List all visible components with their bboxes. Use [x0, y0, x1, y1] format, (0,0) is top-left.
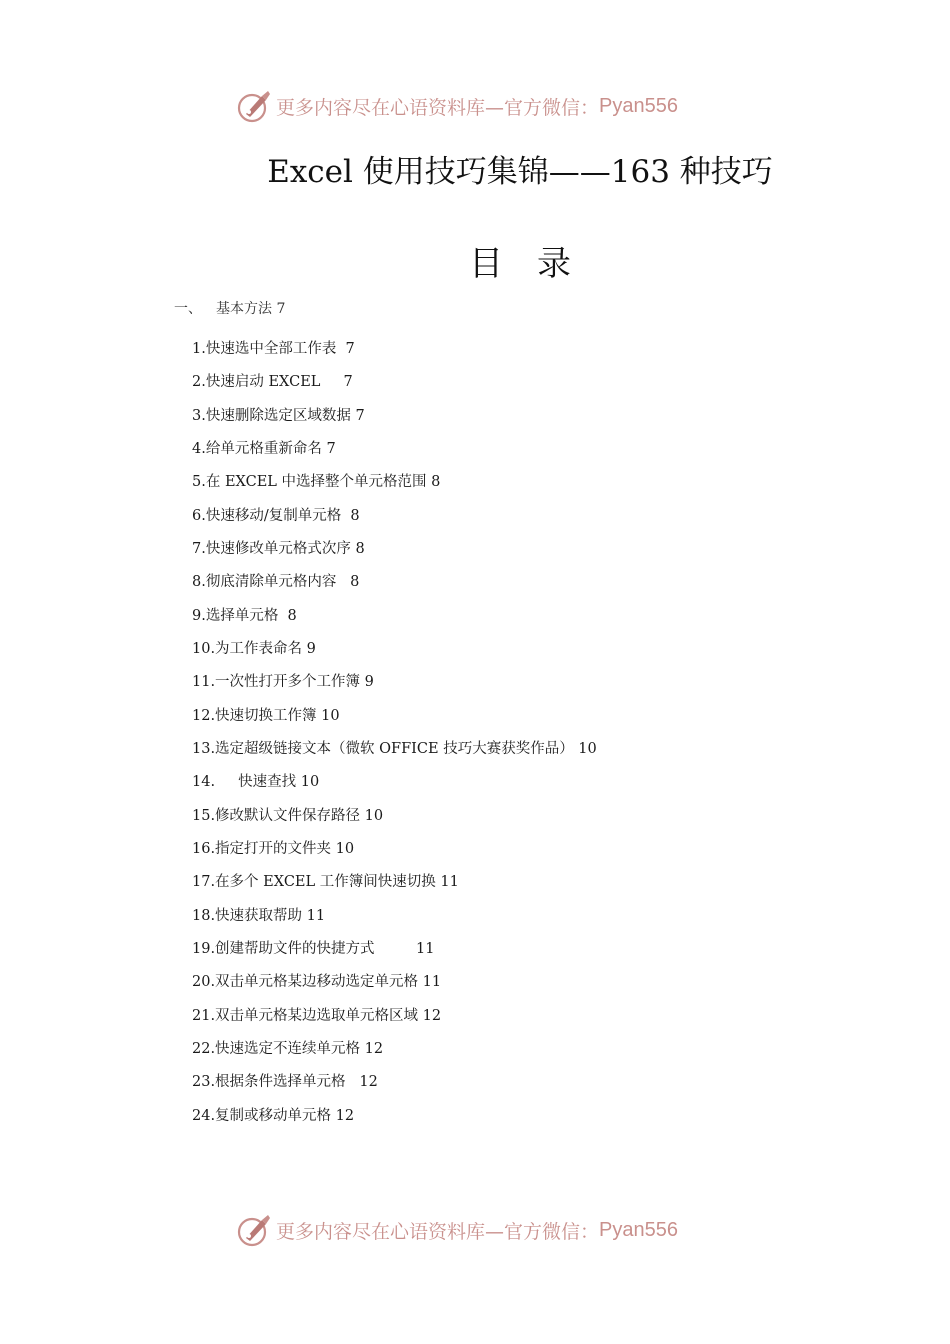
- toc-entry[interactable]: 7.快速修改单元格式次序 8: [192, 540, 365, 557]
- watermark-text: 更多内容尽在心语资料库—官方微信：: [276, 1220, 600, 1243]
- toc-entry[interactable]: 20.双击单元格某边移动选定单元格 11: [192, 974, 442, 991]
- toc-entry[interactable]: 22.快速选定不连续单元格 12: [192, 1040, 384, 1057]
- toc-list: [192, 338, 597, 1138]
- toc-heading: 目录: [469, 244, 605, 284]
- pen-logo-icon: [236, 1212, 272, 1248]
- watermark-handle: Pyan556: [599, 94, 678, 117]
- toc-entry[interactable]: 13.选定超级链接文本（微软 OFFICE 技巧大赛获奖作品） 10: [192, 740, 597, 757]
- toc-entry[interactable]: 18.快速获取帮助 11: [192, 907, 326, 924]
- toc-entry[interactable]: 6.快速移动/复制单元格 8: [192, 507, 360, 524]
- toc-entry[interactable]: 23.根据条件选择单元格 12: [192, 1074, 378, 1091]
- toc-section: [174, 298, 285, 318]
- section-number: 一、: [174, 301, 202, 317]
- toc-entry[interactable]: 8.彻底清除单元格内容 8: [192, 574, 360, 591]
- toc-entry[interactable]: 10.为工作表命名 9: [192, 640, 316, 657]
- document-title: Excel 使用技巧集锦——163 种技巧: [267, 154, 773, 190]
- toc-entry[interactable]: 24.复制或移动单元格 12: [192, 1107, 355, 1124]
- toc-entry[interactable]: 19.创建帮助文件的快捷方式 11: [192, 940, 435, 957]
- toc-entry[interactable]: 1.快速选中全部工作表 7: [192, 341, 355, 357]
- watermark-header: [236, 86, 678, 126]
- toc-entry[interactable]: 14. 快速查找 10: [192, 774, 320, 791]
- toc-entry[interactable]: 12.快速切换工作簿 10: [192, 707, 340, 724]
- toc-entry[interactable]: 5.在 EXCEL 中选择整个单元格范围 8: [192, 474, 441, 491]
- toc-entry[interactable]: 16.指定打开的文件夹 10: [192, 840, 355, 857]
- toc-entry[interactable]: 11.一次性打开多个工作簿 9: [192, 674, 374, 691]
- toc-entry[interactable]: 17.在多个 EXCEL 工作簿间快速切换 11: [192, 874, 459, 891]
- toc-entry[interactable]: 9.选择单元格 8: [192, 607, 297, 624]
- watermark-handle: Pyan556: [599, 1218, 678, 1241]
- watermark-footer: [236, 1210, 678, 1250]
- toc-entry[interactable]: 15.修改默认文件保存路径 10: [192, 807, 384, 824]
- watermark-text: 更多内容尽在心语资料库—官方微信：: [276, 96, 600, 119]
- section-title: 基本方法 7: [216, 301, 286, 317]
- toc-entry[interactable]: 2.快速启动 EXCEL 7: [192, 374, 353, 391]
- toc-entry[interactable]: 4.给单元格重新命名 7: [192, 440, 336, 457]
- toc-entry[interactable]: 21.双击单元格某边选取单元格区域 12: [192, 1007, 442, 1024]
- pen-logo-icon: [236, 88, 272, 124]
- toc-entry[interactable]: 3.快速删除选定区域数据 7: [192, 407, 365, 424]
